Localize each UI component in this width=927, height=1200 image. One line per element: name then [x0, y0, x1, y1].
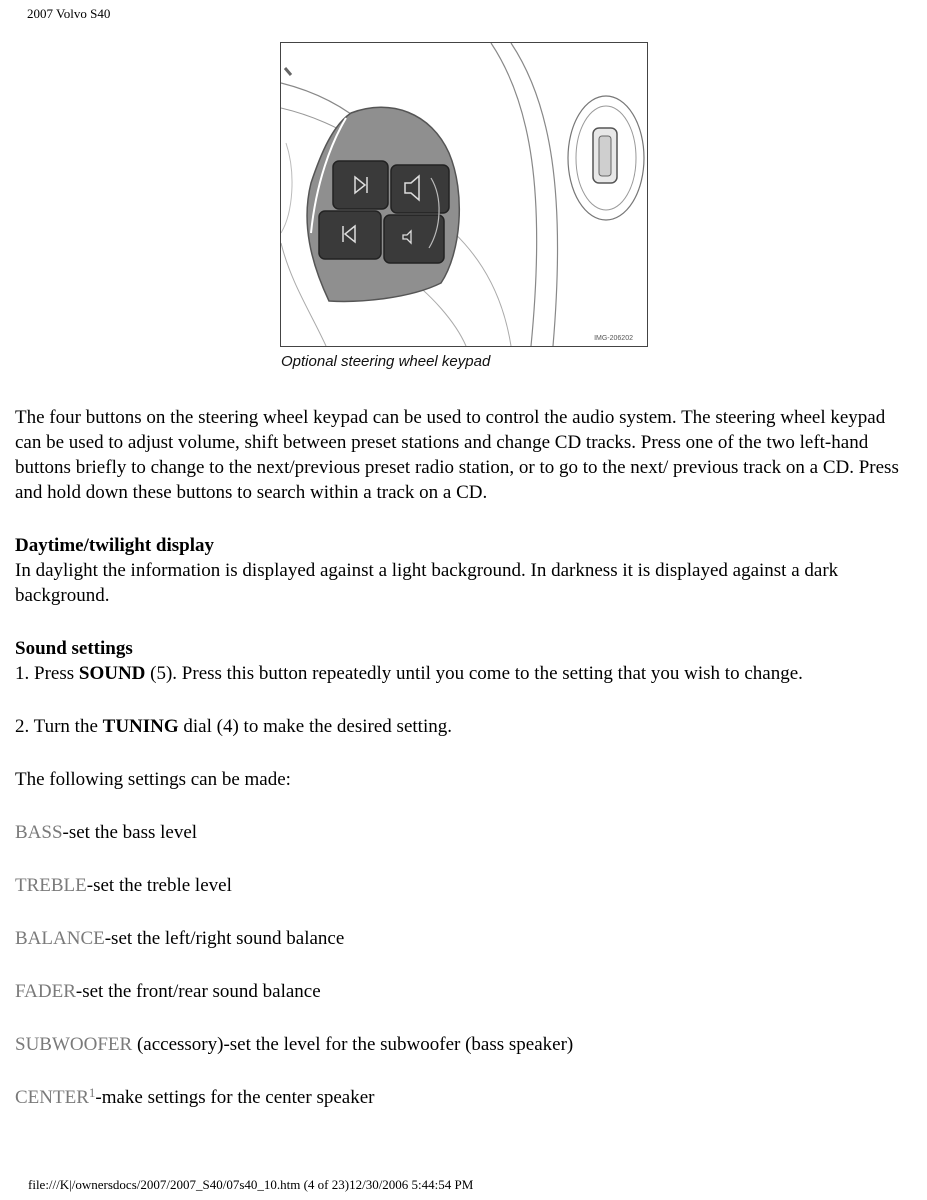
page-header: 2007 Volvo S40 — [27, 6, 111, 21]
intro-paragraph: The four buttons on the steering wheel keypad can be used to control the audio system. The steering wheel keypad can be used to adjust volume, shift between preset stations and change CD tracks. Press one of the two left-hand buttons briefly to change to the next/previous preset radio station, or to go to the next/ previous track on a CD. Press and hold down these buttons to search within a track on a CD. — [15, 407, 899, 503]
following-settings-text: The following settings can be made: — [15, 769, 291, 790]
tuning-keyword: TUNING — [102, 716, 179, 737]
setting-term: CENTER — [15, 1087, 89, 1108]
setting-item-treble — [15, 873, 915, 898]
setting-term: SUBWOOFER — [15, 1034, 133, 1055]
sound-keyword: SOUND — [78, 663, 146, 684]
setting-desc: -set the bass level — [62, 822, 198, 843]
setting-term: BASS — [15, 822, 63, 843]
setting-desc: -set the treble level — [86, 875, 232, 896]
setting-item-fader — [15, 979, 915, 1004]
figure-caption: Optional steering wheel keypad — [281, 353, 491, 370]
setting-desc: -set the left/right sound balance — [104, 928, 345, 949]
footnote-marker[interactable]: 1 — [88, 1085, 96, 1100]
step-2-suffix: dial (4) to make the desired setting. — [178, 716, 452, 737]
steering-wheel-keypad-illustration — [280, 42, 648, 347]
setting-desc: (accessory)-set the level for the subwoofer (bass speaker) — [132, 1034, 574, 1055]
setting-term: FADER — [15, 981, 76, 1002]
main-content — [15, 405, 915, 1110]
step-2-prefix: 2. Turn the — [15, 716, 103, 737]
setting-desc: -make settings for the center speaker — [95, 1087, 375, 1108]
setting-term: TREBLE — [15, 875, 87, 896]
setting-term: BALANCE — [15, 928, 105, 949]
step-1-prefix: 1. Press — [15, 663, 79, 684]
setting-item-subwoofer — [15, 1032, 915, 1057]
step-1-suffix: (5). Press this button repeatedly until you come to the setting that you wish to change. — [145, 663, 803, 684]
setting-item-center — [15, 1085, 915, 1110]
sound-step-2 — [15, 714, 915, 739]
setting-item-bass — [15, 820, 915, 845]
daytime-text: In daylight the information is displayed against a light background. In darkness it is displayed against a dark background. — [15, 560, 839, 606]
setting-item-balance — [15, 926, 915, 951]
image-id-label: IMG-206202 — [594, 335, 633, 342]
daytime-heading: Daytime/twilight display — [15, 535, 214, 556]
sound-heading: Sound settings — [15, 638, 133, 659]
page-footer-url: file:///K|/ownersdocs/2007/2007_S40/07s40_10.htm (4 of 23)12/30/2006 5:44:54 PM — [28, 1177, 474, 1192]
sound-step-1 — [15, 661, 915, 686]
setting-desc: -set the front/rear sound balance — [75, 981, 321, 1002]
